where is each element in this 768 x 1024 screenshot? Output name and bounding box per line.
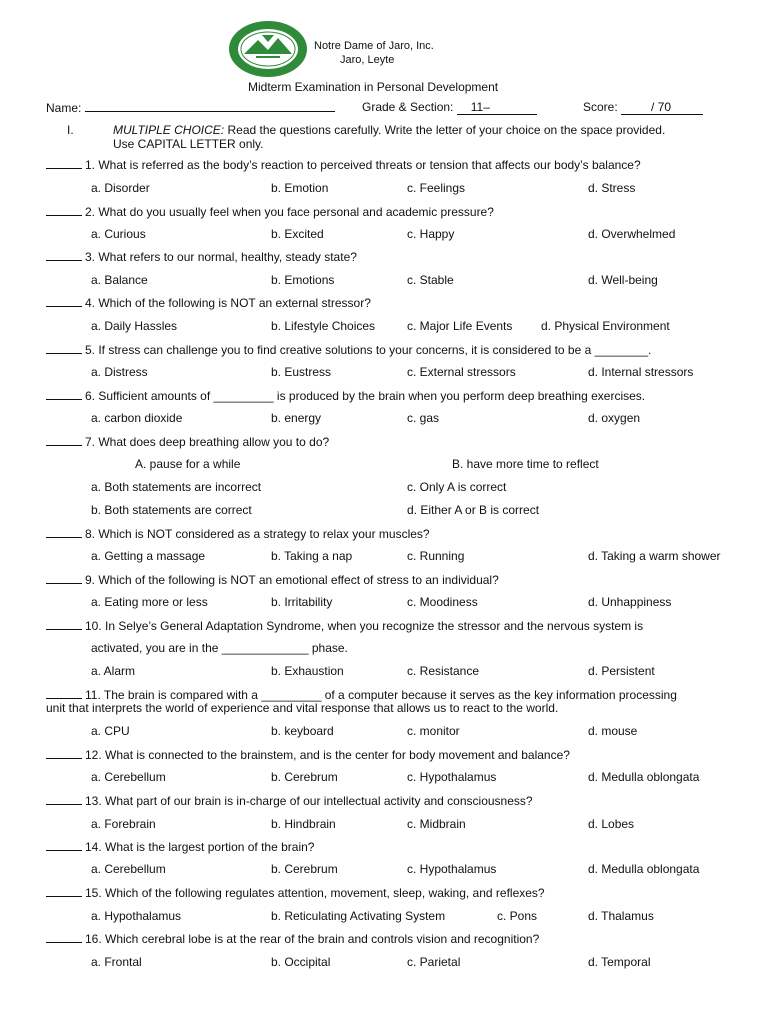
question-7	[46, 434, 329, 449]
question-text: 12. What is connected to the brainstem, and is the center for body movement and balance?	[85, 748, 570, 762]
option: a. Forebrain	[91, 817, 156, 831]
question-12	[46, 747, 570, 762]
answer-blank[interactable]	[46, 526, 82, 538]
option: b. Exhaustion	[271, 664, 344, 678]
option: a. Hypothalamus	[91, 909, 182, 923]
section-roman: I.	[67, 123, 74, 137]
grade-label: Grade & Section:	[362, 100, 454, 114]
section-instructions-2: Use CAPITAL LETTER only.	[113, 137, 264, 151]
question-text: 13. What part of our brain is in-charge of our intellectual activity and consciousness?	[85, 794, 533, 808]
option: c. Midbrain	[407, 817, 466, 831]
option: d. Overwhelmed	[588, 227, 676, 241]
question-text: 14. What is the largest portion of the brain?	[85, 840, 315, 854]
option: c. Running	[407, 549, 465, 563]
option: b. Lifestyle Choices	[271, 319, 376, 333]
option: b. Cerebrum	[271, 862, 338, 876]
answer-blank[interactable]	[46, 747, 82, 759]
grade-value: 11–	[470, 100, 490, 114]
answer-blank[interactable]	[46, 618, 82, 630]
question-16	[46, 931, 539, 946]
option: c. Pons	[497, 909, 538, 923]
question-text-continued: unit that interprets the world of experience and vital response that allows us to react to the world.	[46, 701, 559, 715]
option: b. Occipital	[271, 955, 331, 969]
answer-blank[interactable]	[46, 249, 82, 261]
option: a. Cerebellum	[91, 770, 166, 784]
name-row	[46, 100, 335, 115]
question-10	[46, 618, 643, 633]
answer-blank[interactable]	[46, 687, 82, 699]
option: c. Stable	[407, 273, 454, 287]
option: d. Internal stressors	[588, 365, 694, 379]
school-location: Jaro, Leyte	[340, 54, 395, 66]
question-1	[46, 157, 641, 172]
option: d. Either A or B is correct	[407, 503, 540, 517]
question-13	[46, 793, 533, 808]
option: c. Only A is correct	[407, 480, 507, 494]
question-4	[46, 295, 371, 310]
question-text: 5. If stress can challenge you to find creative solutions to your concerns, it is considered to be a ________.	[85, 343, 652, 357]
option: a. Getting a massage	[91, 549, 206, 563]
score-label: Score:	[583, 100, 618, 114]
answer-blank[interactable]	[46, 388, 82, 400]
option: b. Reticulating Activating System	[271, 909, 446, 923]
option: d. Temporal	[588, 955, 651, 969]
option: d. Taking a warm shower	[588, 549, 721, 563]
option: d. Thalamus	[588, 909, 654, 923]
option: c. Hypothalamus	[407, 770, 497, 784]
section-heading	[113, 123, 665, 137]
option: b. energy	[271, 411, 322, 425]
option: b. Cerebrum	[271, 770, 338, 784]
question-5	[46, 342, 651, 357]
option: b. Hindbrain	[271, 817, 336, 831]
question-text: 8. Which is NOT considered as a strategy to relax your muscles?	[85, 527, 430, 541]
option: a. Alarm	[91, 664, 136, 678]
question-text: 16. Which cerebral lobe is at the rear of the brain and controls vision and recognition?	[85, 932, 540, 946]
question-text: 9. Which of the following is NOT an emotional effect of stress to an individual?	[85, 573, 499, 587]
option: d. Medulla oblongata	[588, 770, 700, 784]
option: b. Irritability	[271, 595, 333, 609]
question-9	[46, 572, 499, 587]
option: d. mouse	[588, 724, 638, 738]
section-title: MULTIPLE CHOICE:	[113, 123, 225, 137]
statement-a: A. pause for a while	[135, 457, 241, 471]
question-text: 1. What is referred as the body’s reaction to perceived threats or tension that affects our body’s balance?	[85, 158, 641, 172]
answer-blank[interactable]	[46, 885, 82, 897]
answer-blank[interactable]	[46, 342, 82, 354]
name-label: Name:	[46, 101, 82, 115]
option: c. Moodiness	[407, 595, 478, 609]
option: a. Both statements are incorrect	[91, 480, 262, 494]
school-name: Notre Dame of Jaro, Inc.	[314, 40, 434, 52]
option: d. Well-being	[588, 273, 658, 287]
option: c. Feelings	[407, 181, 466, 195]
question-text: 3. What refers to our normal, healthy, steady state?	[85, 250, 357, 264]
option: b. Emotion	[271, 181, 329, 195]
option: d. Persistent	[588, 664, 655, 678]
answer-blank[interactable]	[46, 931, 82, 943]
question-3	[46, 249, 357, 264]
question-text: 4. Which of the following is NOT an external stressor?	[85, 296, 371, 310]
question-6	[46, 388, 645, 403]
option: b. Both statements are correct	[91, 503, 252, 517]
question-text: 11. The brain is compared with a _________ of a computer because it serves as the key information processing	[85, 688, 677, 702]
option: a. Disorder	[91, 181, 150, 195]
answer-blank[interactable]	[46, 839, 82, 851]
exam-title: Midterm Examination in Personal Development	[248, 80, 499, 94]
question-2	[46, 204, 494, 219]
score-field[interactable]	[621, 100, 703, 115]
option: a. Distress	[91, 365, 148, 379]
option: a. Eating more or less	[91, 595, 208, 609]
question-text-continued: activated, you are in the _____________ phase.	[91, 641, 348, 655]
option: c. Happy	[407, 227, 455, 241]
question-11	[46, 687, 677, 702]
option: a. carbon dioxide	[91, 411, 183, 425]
question-text: 7. What does deep breathing allow you to do?	[85, 435, 330, 449]
score-value: / 70	[651, 100, 672, 114]
statement-b: B. have more time to reflect	[452, 457, 599, 471]
option: c. Resistance	[407, 664, 480, 678]
section-instructions: Read the questions carefully. Write the letter of your choice on the space provided.	[227, 123, 666, 137]
option: b. Emotions	[271, 273, 335, 287]
option: b. Eustress	[271, 365, 332, 379]
option: a. CPU	[91, 724, 130, 738]
score-row	[583, 100, 703, 115]
option: a. Daily Hassles	[91, 319, 178, 333]
option: c. monitor	[407, 724, 460, 738]
option: d. oxygen	[588, 411, 641, 425]
question-8	[46, 526, 430, 541]
question-15	[46, 885, 545, 900]
name-field[interactable]	[85, 100, 335, 112]
option: a. Curious	[91, 227, 146, 241]
question-text: 6. Sufficient amounts of _________ is produced by the brain when you perform deep breathing exercises.	[85, 389, 646, 403]
option: d. Physical Environment	[541, 319, 670, 333]
answer-blank[interactable]	[46, 793, 82, 805]
question-14	[46, 839, 314, 854]
option: c. Hypothalamus	[407, 862, 497, 876]
option: c. gas	[407, 411, 440, 425]
option: a. Cerebellum	[91, 862, 166, 876]
answer-blank[interactable]	[46, 204, 82, 216]
school-seal-logo	[228, 20, 308, 78]
option: c. Major Life Events	[407, 319, 513, 333]
option: a. Frontal	[91, 955, 142, 969]
option: c. Parietal	[407, 955, 461, 969]
question-text: 2. What do you usually feel when you face personal and academic pressure?	[85, 205, 494, 219]
option: a. Balance	[91, 273, 148, 287]
option: d. Unhappiness	[588, 595, 672, 609]
option: b. keyboard	[271, 724, 334, 738]
answer-blank[interactable]	[46, 572, 82, 584]
question-text: 10. In Selye’s General Adaptation Syndrome, when you recognize the stressor and the nervous system is	[85, 619, 644, 633]
option: b. Excited	[271, 227, 324, 241]
answer-blank[interactable]	[46, 434, 82, 446]
option: d. Stress	[588, 181, 636, 195]
grade-field[interactable]	[457, 100, 537, 115]
option: d. Medulla oblongata	[588, 862, 700, 876]
grade-row	[362, 100, 537, 115]
question-text: 15. Which of the following regulates attention, movement, sleep, waking, and reflexes?	[85, 886, 545, 900]
answer-blank[interactable]	[46, 157, 82, 169]
option: c. External stressors	[407, 365, 516, 379]
option: d. Lobes	[588, 817, 635, 831]
answer-blank[interactable]	[46, 295, 82, 307]
option: b. Taking a nap	[271, 549, 353, 563]
